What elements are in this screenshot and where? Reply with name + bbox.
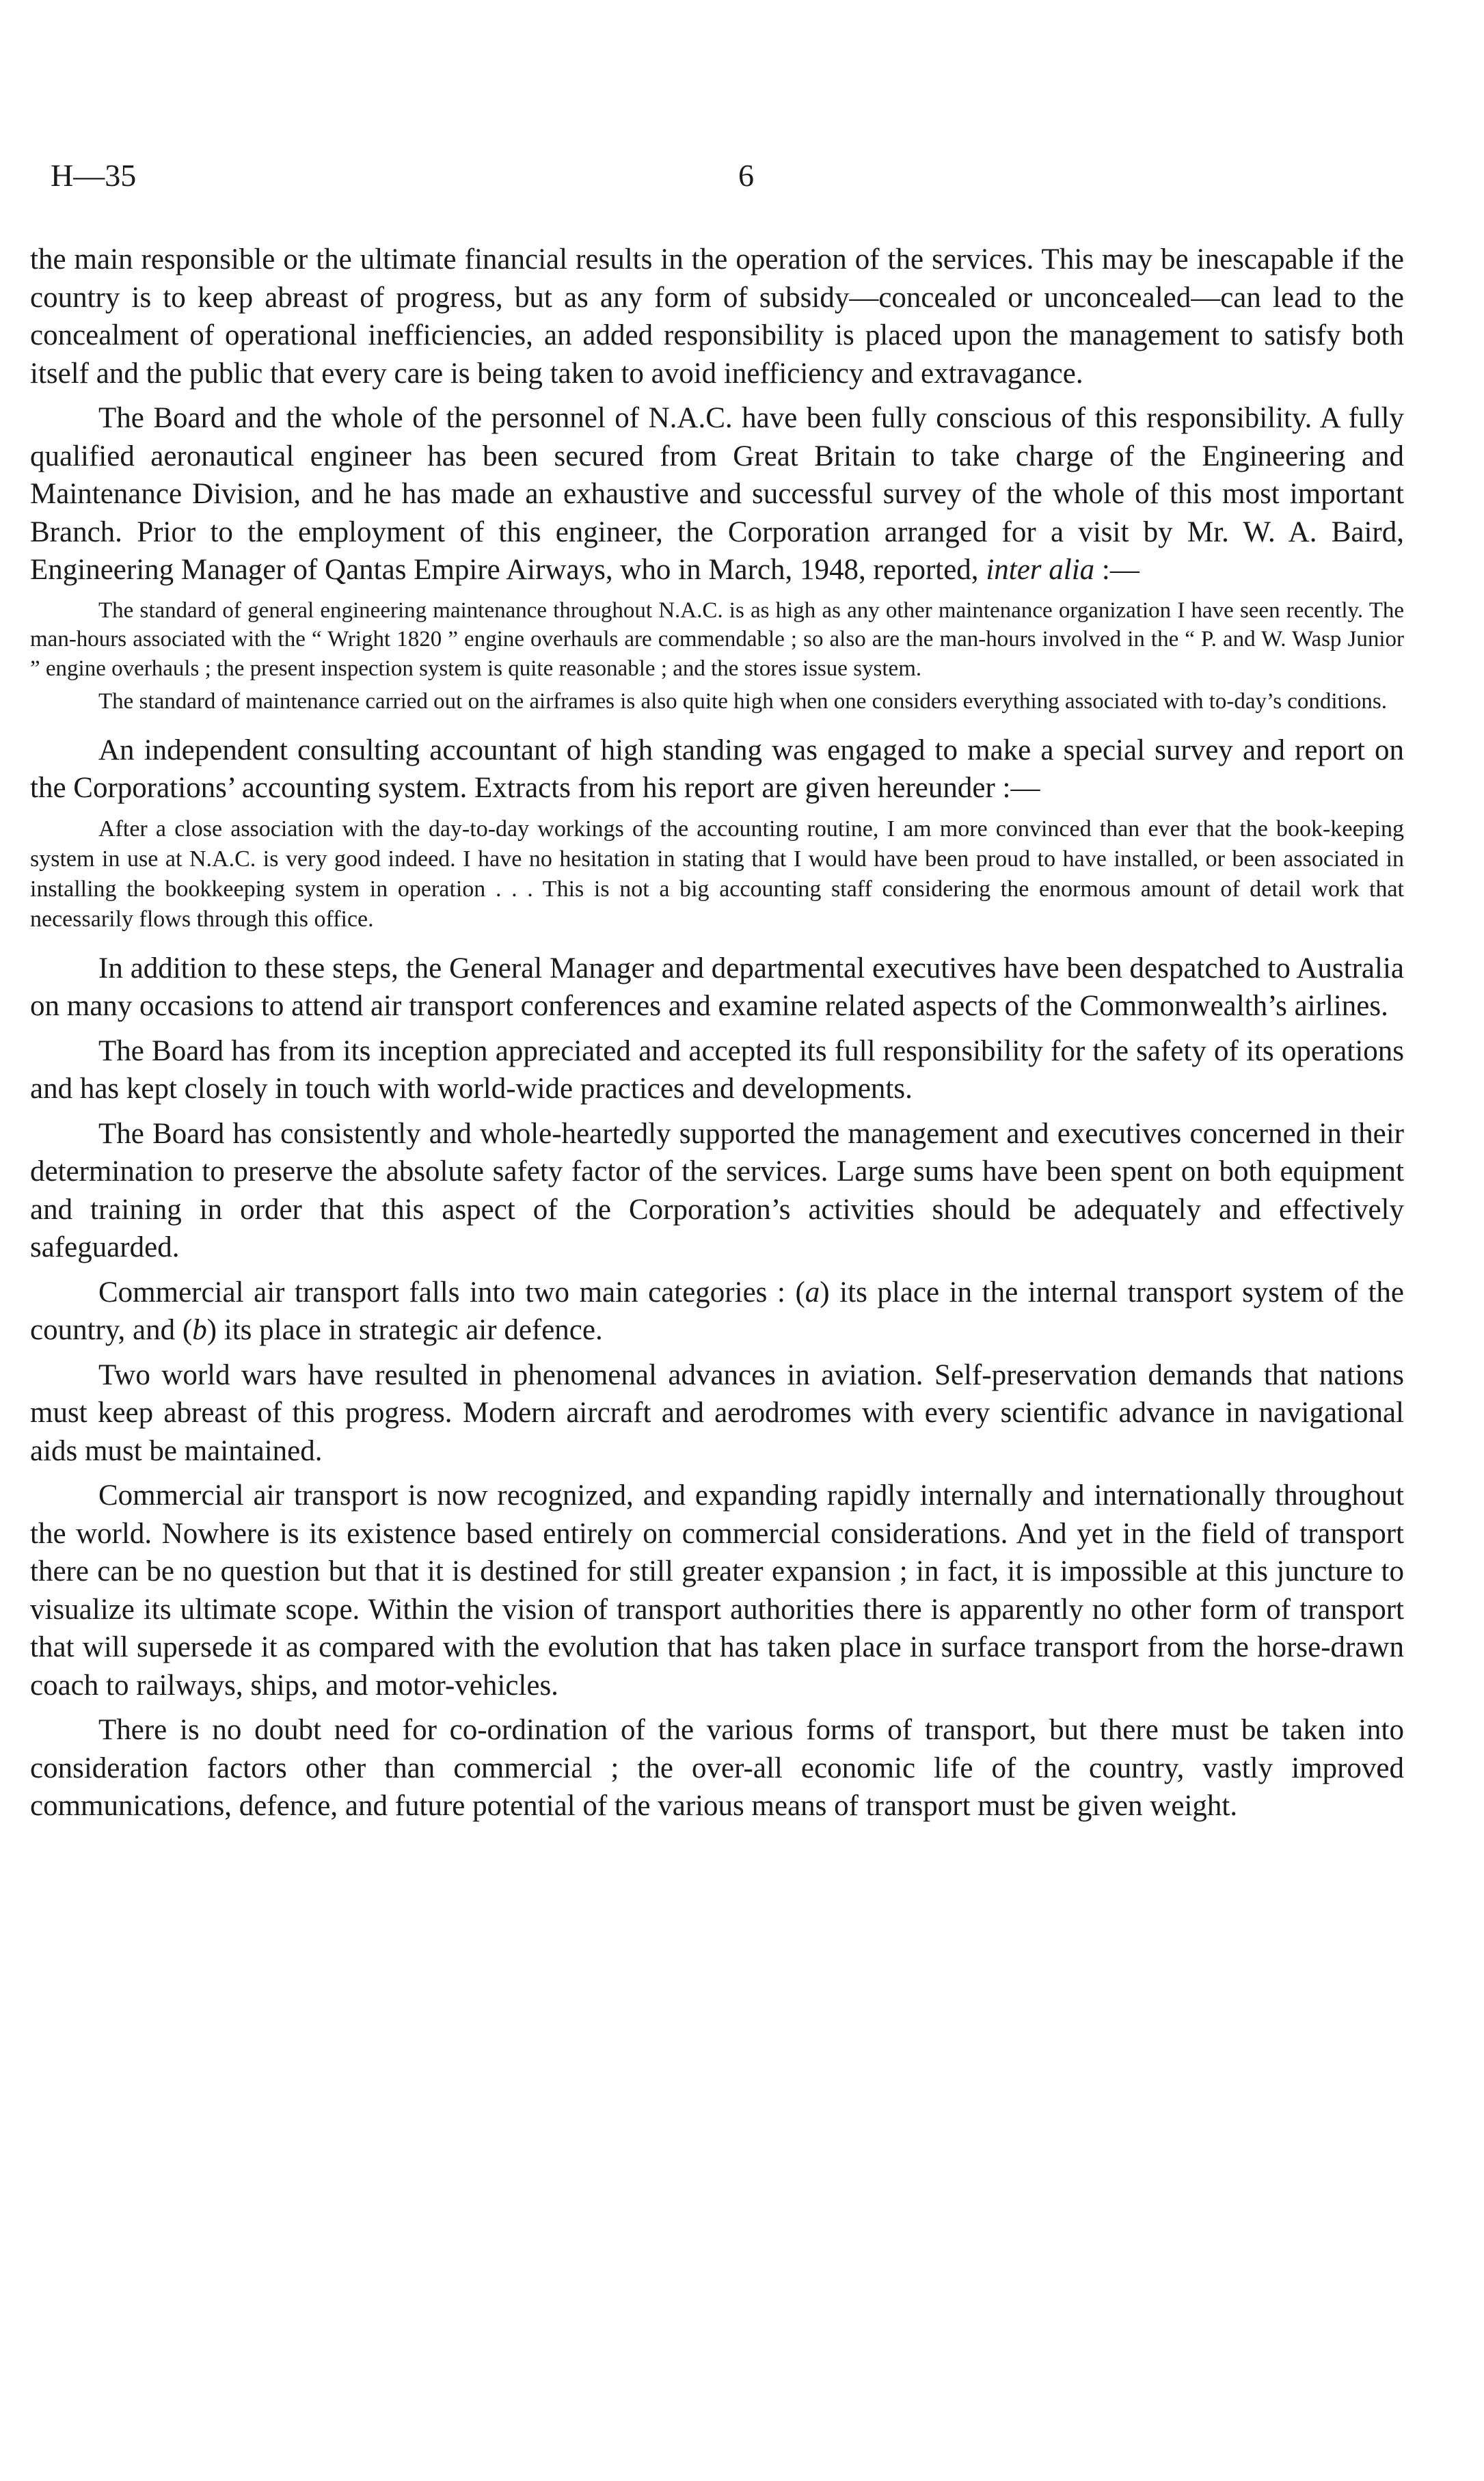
document-reference: H—35 bbox=[51, 158, 137, 193]
paragraph-australia: In addition to these steps, the General Manager and departmental executives have been despatched to Australia on many occasions to attend air transport conferences and examine related aspects of the Commonwealth’s airlines. bbox=[30, 952, 1404, 1022]
paragraph-world-wars: Two world wars have resulted in phenomenal advances in aviation. Self-preservation demands that nations must keep abreast of this progress. Modern aircraft and aerodromes with every scientific advance in navigational aids must be maintained. bbox=[30, 1358, 1404, 1467]
categories-text-3: ) its place in strategic air defence. bbox=[206, 1314, 603, 1346]
block-quote-accountant bbox=[30, 814, 1404, 935]
quote-paragraph: After a close association with the day-to-day workings of the accounting routine, I am more convinced than ever that the book-keeping system in use at N.A.C. is very good indeed. I have no hesitation in stating that I would have been proud to have installed, or been associated in installing the bookkeeping system in operation . . . This is not a big accounting staff considering the enormous amount of detail work that necessarily flows through this office. bbox=[30, 816, 1404, 932]
categories-text-2: ) its place in the internal transport system of the country, and ( bbox=[30, 1276, 1404, 1346]
block-quote-baird bbox=[30, 596, 1404, 716]
category-letter-a: a bbox=[805, 1276, 820, 1309]
paragraph-categories bbox=[30, 1274, 1404, 1350]
paragraph-coordination: There is no doubt need for co-ordination of the various forms of transport, but there must be taken into consideration factors other than commercial ; the over-all economic life of the country, vastly improved communications, defence, and future potential of the various means of transport must be given weight. bbox=[30, 1714, 1404, 1822]
paragraph-board-personnel-text: The Board and the whole of the personnel of N.A.C. have been fully conscious of this responsibility. A fully qualified aeronautical engineer has been secured from Great Britain to take charge of the Engineering and Maintenance Division, and he has made an exhaustive and successful survey of the whole of this most important Branch. Prior to the employment of this engineer, the Corporation arranged for a visit by Mr. W. A. Baird, Engineering Manager of Qantas Empire Airways, who in March, 1948, reported, bbox=[30, 402, 1404, 586]
quote-paragraph: The standard of maintenance carried out on the airframes is also quite high when one considers everything associated with to-day’s conditions. bbox=[98, 689, 1388, 714]
categories-text-1: Commercial air transport falls into two main categories : ( bbox=[98, 1276, 805, 1309]
quote-paragraph: The standard of general engineering maintenance throughout N.A.C. is as high as any other maintenance organization I have seen recently. The man-hours associated with the “ Wright 1820 ” engine overhauls are commendable ; so also are the man-hours involved in the “ P. and W. Wasp Junior ” engine overhauls ; the present inspection system is quite reasonable ; and the stores issue system. bbox=[30, 598, 1404, 681]
paragraph-support: The Board has consistently and whole-heartedly supported the management and executives concerned in their determination to preserve the absolute safety factor of the services. Large sums have been spent on both equipment and training in order that this aspect of the Corporation’s activities should be adequately and effectively safeguarded. bbox=[30, 1117, 1404, 1263]
paragraph-expansion: Commercial air transport is now recognized, and expanding rapidly internally and internationally throughout the world. Nowhere is its existence based entirely on commercial considerations. And yet in the field of transport there can be no question but that it is destined for still greater expansion ; in fact, it is impossible at this juncture to visualize its ultimate scope. Within the vision of transport authorities there is apparently no other form of transport that will supersede it as compared with the evolution that has taken place in surface transport from the horse-drawn coach to railways, ships, and motor-vehicles. bbox=[30, 1479, 1404, 1702]
paragraph-accountant: An independent consulting accountant of high standing was engaged to make a special survey and report on the Corporations’ accounting system. Extracts from his report are given hereunder :— bbox=[30, 734, 1404, 804]
body-text bbox=[30, 241, 1404, 1832]
latin-phrase: inter alia bbox=[986, 554, 1095, 586]
paragraph-continuation: the main responsible or the ultimate financial results in the operation of the services. This may be inescapable if the country is to keep abreast of progress, but as any form of subsidy—concealed or unconcealed—can lead to the concealment of operational inefficiencies, an added responsibility is placed upon the management to satisfy both itself and the public that every care is being taken to avoid inefficiency and extravagance. bbox=[30, 243, 1404, 390]
paragraph-board-personnel bbox=[30, 399, 1404, 589]
paragraph-board-personnel-tail: :— bbox=[1101, 554, 1139, 586]
page-header bbox=[30, 157, 1452, 205]
page-number: 6 bbox=[738, 158, 754, 193]
category-letter-b: b bbox=[192, 1314, 207, 1346]
paragraph-safety: The Board has from its inception appreciated and accepted its full responsibility for the safety of its operations and has kept closely in touch with world-wide practices and developments. bbox=[30, 1034, 1404, 1105]
